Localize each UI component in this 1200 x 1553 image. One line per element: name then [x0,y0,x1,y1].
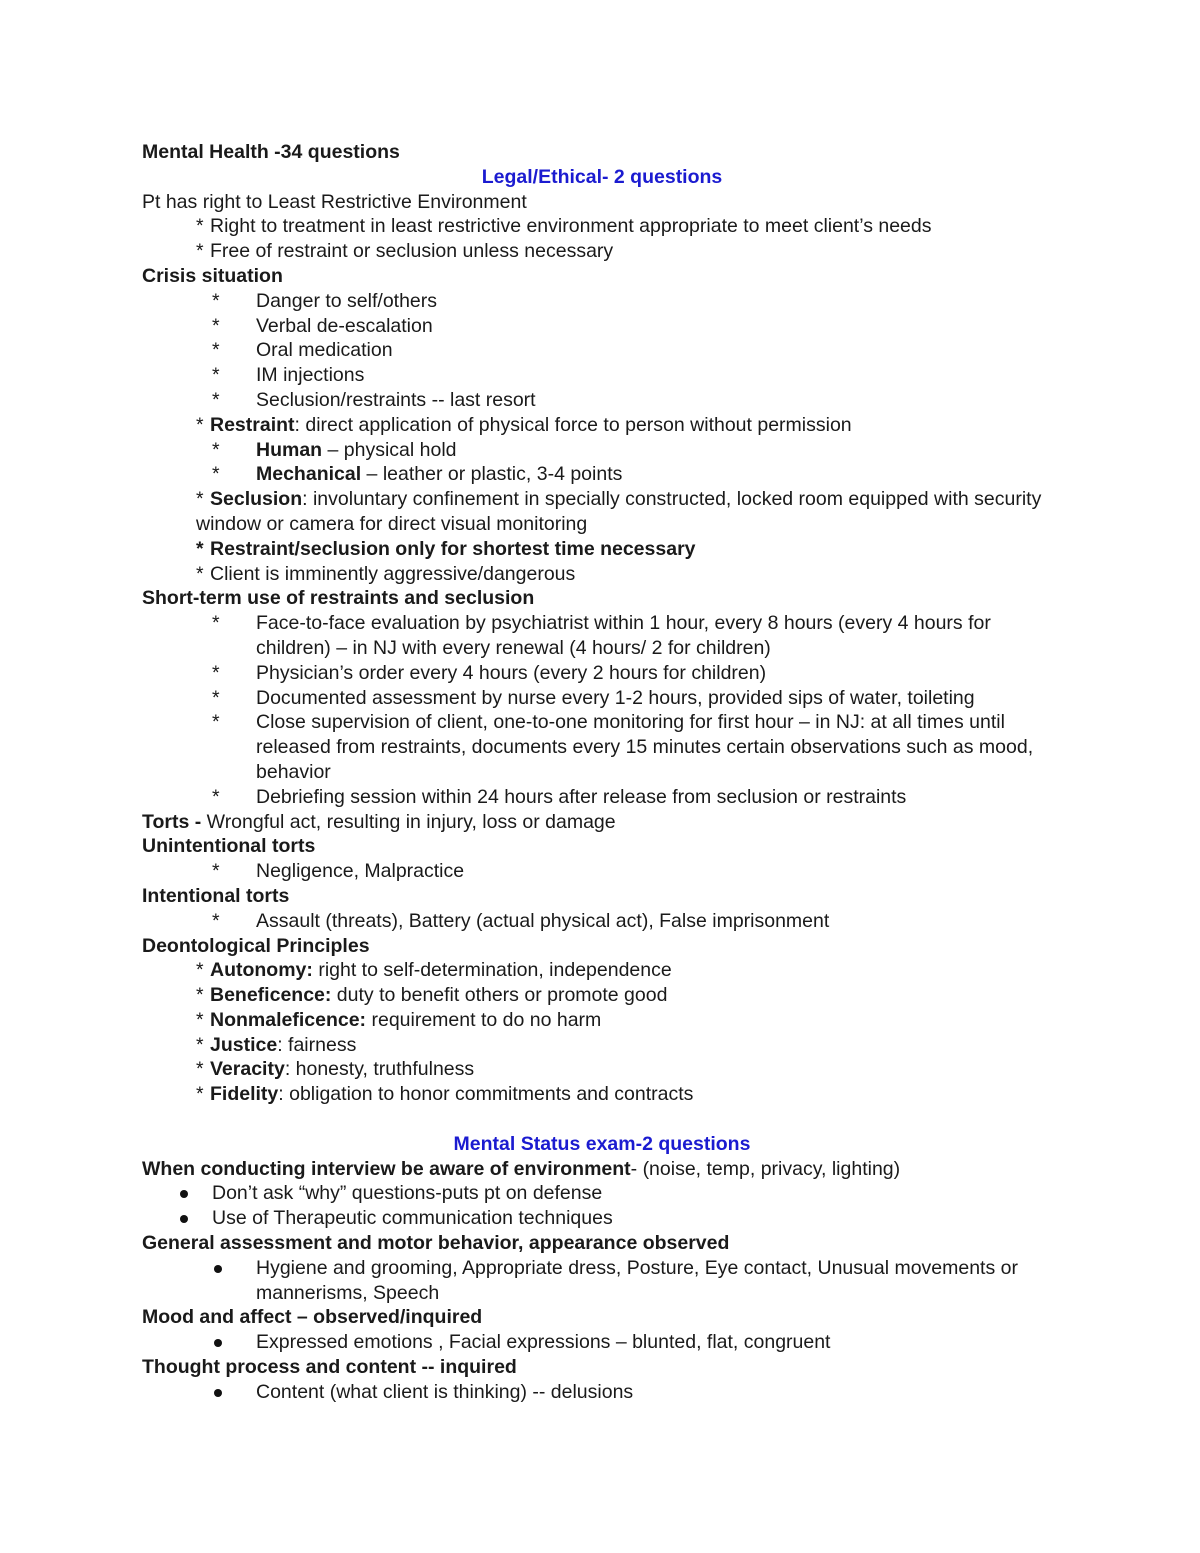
asterisk-bullet: * [196,1058,204,1081]
list-item: * IM injections [212,364,365,387]
asterisk-bullet: * [196,1083,204,1106]
deontological-heading: Deontological Principles [142,934,370,957]
asterisk-bullet: * [196,215,204,238]
asterisk-bullet: * [212,612,220,635]
spacer [142,1107,1062,1132]
list-item: * Debriefing session within 24 hours after release from seclusion or restraints [212,785,907,808]
asterisk-bullet: * [212,314,220,337]
list-item: Expressed emotions , Facial expressions – blunted, flat, congruent [142,1330,1062,1355]
list-item: * Justice: fairness [196,1033,357,1056]
list-item: * Documented assessment by nurse every 1-2 hours, provided sips of water, toileting [212,686,975,709]
restraint-definition: * Restraint: direct application of physical force to person without permission [196,413,852,436]
asterisk-bullet: * [196,537,204,560]
asterisk-bullet: * [212,909,220,932]
asterisk-bullet: * [212,463,220,486]
asterisk-bullet: * [196,959,204,982]
asterisk-bullet: * [212,289,220,312]
asterisk-bullet: * [212,860,220,883]
list-item: * Danger to self/others [212,289,438,312]
asterisk-bullet: * [212,364,220,387]
asterisk-bullet: * [212,661,220,684]
list-item: Content (what client is thinking) -- delusions [142,1380,1062,1405]
asterisk-bullet: * [212,711,220,734]
asterisk-bullet: * [212,388,220,411]
asterisk-bullet: * [212,438,220,461]
asterisk-bullet: * [196,984,204,1007]
unintentional-torts-heading: Unintentional torts [142,835,316,858]
document-page [142,140,1062,1405]
general-assessment-heading: General assessment and motor behavior, appearance observed [142,1232,730,1255]
interview-heading: When conducting interview be aware of environment- (noise, temp, privacy, lighting) [142,1157,901,1180]
mood-affect-heading: Mood and affect – observed/inquired [142,1306,483,1329]
seclusion-definition: * Seclusion: involuntary confinement in specially constructed, locked room equipped with security window or camera for direct visual monitoring [196,488,1042,535]
bullet-dot [214,1339,222,1347]
list-item: Use of Therapeutic communication techniques [142,1206,1062,1231]
intentional-torts-heading: Intentional torts [142,884,290,907]
section-heading-legal-ethical: Legal/Ethical- 2 questions [481,165,723,188]
asterisk-bullet: * [212,339,220,362]
bullet-dot [214,1265,222,1273]
list-item: * Face-to-face evaluation by psychiatrist within 1 hour, every 8 hours (every 4 hours for children) – in NJ with every renewal (4 hours/ 2 for children) [212,612,991,659]
document-title: Mental Health -34 questions [142,141,400,163]
list-item: * Mechanical – leather or plastic, 3-4 points [212,463,623,486]
list-item: * Negligence, Malpractice [212,860,465,883]
list-item: * Free of restraint or seclusion unless necessary [196,240,614,263]
least-restrictive-lead: Pt has right to Least Restrictive Environment [142,190,527,213]
list-item: * Oral medication [212,339,393,362]
list-item: * Autonomy: right to self-determination, independence [196,959,672,982]
asterisk-bullet: * [196,413,204,436]
list-item: * Right to treatment in least restrictive environment appropriate to meet client’s needs [196,215,932,238]
thought-process-heading: Thought process and content -- inquired [142,1356,517,1379]
torts-definition: Torts - Wrongful act, resulting in injury, loss or damage [142,810,616,833]
section-heading-mental-status: Mental Status exam-2 questions [453,1132,751,1155]
list-item: Don’t ask “why” questions-puts pt on defense [142,1181,1062,1206]
list-item: * Assault (threats), Battery (actual physical act), False imprisonment [212,909,830,932]
list-item: * Physician’s order every 4 hours (every 2 hours for children) [212,661,767,684]
crisis-heading: Crisis situation [142,264,283,287]
shortest-time-note: * Restraint/seclusion only for shortest time necessary [196,537,696,560]
bullet-dot [180,1190,188,1198]
list-item: * Human – physical hold [212,438,457,461]
list-item: * Beneficence: duty to benefit others or promote good [196,984,668,1007]
list-item: * Nonmaleficence: requirement to do no harm [196,1008,602,1031]
list-item: * Close supervision of client, one-to-one monitoring for first hour – in NJ: at all times until released from restraints, documents every 15 minutes certain observations such as mood, behavior [212,711,1034,783]
list-item: Hygiene and grooming, Appropriate dress, Posture, Eye contact, Unusual movements or mannerisms, Speech [142,1256,1062,1306]
asterisk-bullet: * [196,240,204,263]
asterisk-bullet: * [212,686,220,709]
list-item: * Veracity: honesty, truthfulness [196,1058,475,1081]
bullet-dot [214,1389,222,1397]
asterisk-bullet: * [196,562,204,585]
list-item: * Seclusion/restraints -- last resort [212,388,536,411]
imminent-note: * Client is imminently aggressive/dangerous [196,562,576,585]
asterisk-bullet: * [196,1008,204,1031]
asterisk-bullet: * [196,488,204,511]
list-item: * Verbal de-escalation [212,314,433,337]
asterisk-bullet: * [196,1033,204,1056]
short-term-heading: Short-term use of restraints and seclusion [142,587,535,610]
bullet-dot [180,1215,188,1223]
list-item: * Fidelity: obligation to honor commitments and contracts [196,1083,694,1106]
asterisk-bullet: * [212,785,220,808]
